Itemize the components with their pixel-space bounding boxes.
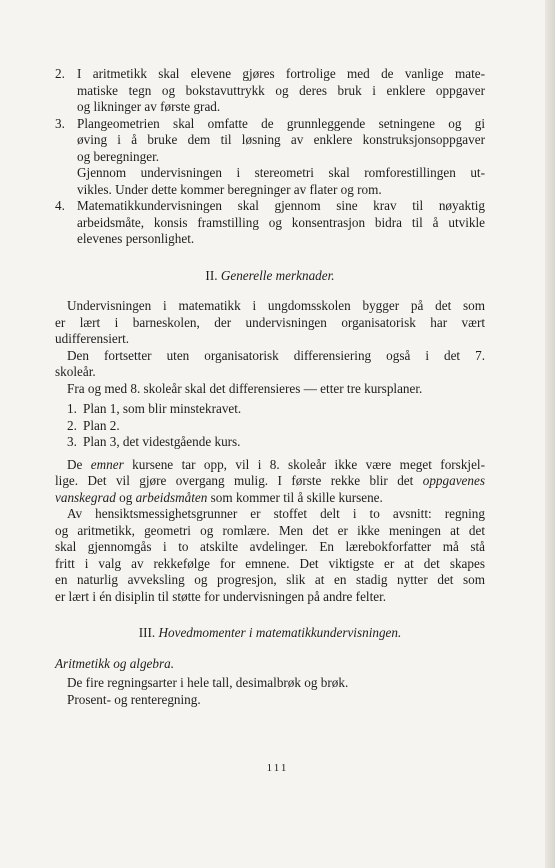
page-content bbox=[55, 66, 485, 708]
paragraph bbox=[55, 381, 485, 398]
paragraph bbox=[55, 675, 485, 708]
list-item bbox=[67, 401, 485, 418]
text-line: og beregninger. bbox=[77, 148, 160, 164]
emphasis: vanskegrad bbox=[55, 489, 116, 505]
text-line: Plan 2. bbox=[83, 417, 120, 433]
text-line: Plangeometrien skal omfatte de grunnleggende setningene og gi bbox=[77, 115, 485, 131]
text-line: Undervisningen i matematikk i ungdomsskolen bygger på det som bbox=[67, 298, 485, 313]
plans-list bbox=[55, 401, 485, 451]
text-line: vanskegrad og arbeidsmåten som kommer til å skille kursene. bbox=[55, 489, 383, 505]
item-number: 2. bbox=[55, 66, 65, 81]
text-line: De emner kursene tar opp, vil i 8. skoleår ikke være meget forskjel- bbox=[67, 456, 485, 472]
section-heading-iii bbox=[55, 625, 485, 642]
item-number: 3. bbox=[55, 115, 65, 131]
list-item bbox=[55, 116, 485, 199]
text-line: vikles. Under dette kommer beregninger av flater og rom. bbox=[77, 181, 382, 197]
section-heading-ii bbox=[55, 268, 485, 285]
item-number: 4. bbox=[55, 198, 65, 213]
list-item bbox=[67, 434, 485, 451]
text-line: skoleår. bbox=[55, 364, 96, 379]
section-numeral: III. bbox=[138, 625, 156, 640]
text-line: Prosent- og renteregning. bbox=[67, 691, 201, 707]
emphasis: oppgavenes bbox=[422, 473, 485, 488]
text-line: en naturlig avveksling og progresjon, slik at en stadig nytter det som bbox=[55, 572, 485, 587]
item-number: 1. bbox=[67, 401, 77, 416]
section-title: Generelle merknader. bbox=[220, 267, 335, 283]
paragraph bbox=[55, 348, 485, 381]
text-line: er lært i én disiplin til støtte for undervisningen på andre felter. bbox=[55, 588, 387, 604]
paragraph bbox=[55, 298, 485, 348]
text-line: fritt i valg av rekkefølge for emnene. Det viktigste er at det skapes bbox=[55, 555, 485, 571]
text-line: Den fortsetter uten organisatorisk differensiering også i det 7. bbox=[67, 347, 485, 363]
text-line: er lært i barneskolen, der undervisningen organisatorisk har vært bbox=[55, 314, 485, 330]
item-number: 2. bbox=[67, 417, 77, 433]
text-line: arbeidsmåte, konsis framstilling og konsentrasjon bidra til å utvikle bbox=[77, 214, 485, 230]
section-title: Hovedmomenter i matematikkundervisningen. bbox=[158, 625, 402, 640]
section-numeral: II. bbox=[205, 267, 218, 283]
subheading bbox=[55, 656, 485, 673]
text-line: udifferensiert. bbox=[55, 331, 130, 346]
page-number: 111 bbox=[266, 762, 289, 774]
text-line: Fra og med 8. skoleår skal det differensieres — etter tre kursplaner. bbox=[67, 380, 423, 396]
text-line: I aritmetikk skal elevene gjøres fortrolige med de vanlige mate- bbox=[77, 66, 485, 81]
list-item bbox=[67, 418, 485, 435]
subheading-text: Aritmetikk og algebra. bbox=[55, 655, 175, 671]
objectives-list bbox=[55, 66, 485, 248]
text-line: Plan 3, det videstgående kurs. bbox=[83, 434, 241, 449]
text-line: øving i å bruke dem til løsning av enklere konstruksjonsoppgaver bbox=[77, 132, 485, 147]
text-line: lige. Det vil gjøre overgang mulig. I første rekke blir det oppgavenes bbox=[55, 473, 485, 488]
text-line: matiske tegn og bokstavuttrykk og deres bruk i enklere oppgaver bbox=[77, 82, 485, 98]
text-line: skal gjennomgås i to atskilte avdelinger. En lærebokforfatter må stå bbox=[55, 539, 485, 554]
text-line: og likninger av første grad. bbox=[77, 99, 221, 114]
list-item bbox=[55, 66, 485, 116]
page-spine-edge bbox=[545, 0, 555, 868]
paragraph bbox=[55, 506, 485, 605]
text-line: Av hensiktsmessighetsgrunner er stoffet delt i to avsnitt: regning bbox=[67, 506, 485, 521]
text-line: De fire regningsarter i hele tall, desimalbrøk og brøk. bbox=[67, 675, 349, 690]
text-line: og aritmetikk, geometri og romlære. Men det er ikke meningen at det bbox=[55, 522, 485, 538]
emphasis: emner bbox=[90, 456, 124, 472]
list-item bbox=[55, 198, 485, 248]
text-line: Plan 1, som blir minstekravet. bbox=[83, 401, 242, 416]
item-number: 3. bbox=[67, 434, 77, 449]
paragraph bbox=[55, 457, 485, 507]
text-line: elevenes personlighet. bbox=[77, 231, 195, 246]
emphasis: arbeidsmåten bbox=[135, 489, 208, 505]
text-line: Matematikkundervisningen skal gjennom sine krav til nøyaktig bbox=[77, 198, 485, 213]
text-line: Gjennom undervisningen i stereometri skal romforestillingen ut- bbox=[77, 165, 485, 180]
